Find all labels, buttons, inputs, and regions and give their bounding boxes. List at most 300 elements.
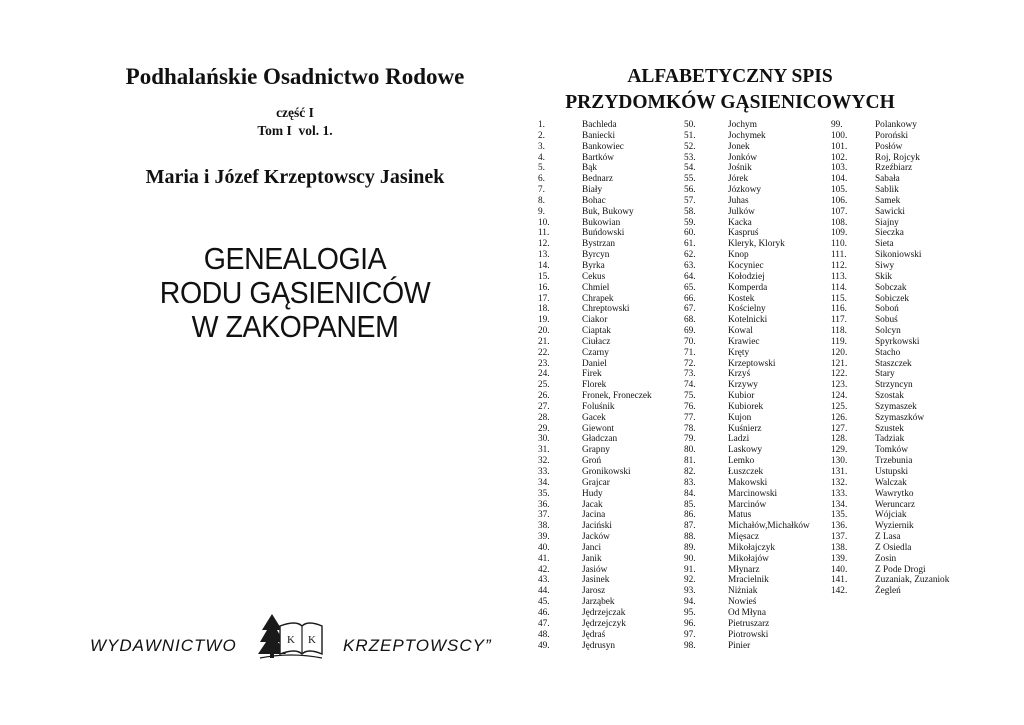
entry-number: 107. bbox=[831, 206, 848, 217]
entry-name: Poroński bbox=[875, 130, 909, 141]
entry-name: Spyrkowski bbox=[875, 336, 920, 347]
publisher-logo-icon bbox=[258, 612, 324, 662]
entry-number: 29. bbox=[538, 423, 550, 434]
entry-name: Kaspruś bbox=[728, 228, 759, 239]
entry-name: Ustupski bbox=[875, 467, 909, 477]
index-entry bbox=[684, 142, 810, 153]
index-entry bbox=[538, 630, 652, 641]
entry-name: Roj, Rojcyk bbox=[875, 152, 920, 163]
entry-number: 140. bbox=[831, 564, 848, 575]
entry-number: 18. bbox=[538, 304, 550, 315]
entry-number: 74. bbox=[684, 380, 696, 391]
entry-number: 139. bbox=[831, 553, 848, 564]
entry-name: Sabała bbox=[875, 174, 900, 185]
part-label: część I bbox=[276, 105, 314, 120]
entry-number: 71. bbox=[684, 347, 696, 358]
index-entry bbox=[684, 641, 810, 652]
entry-number: 73. bbox=[684, 369, 696, 380]
index-entry bbox=[831, 532, 949, 543]
entry-name: Knop bbox=[728, 250, 749, 261]
entry-name: Sablik bbox=[875, 185, 899, 196]
index-entry bbox=[684, 456, 810, 467]
index-entry bbox=[831, 250, 949, 261]
entry-name: Z Pode Drogi bbox=[875, 564, 926, 575]
index-entry bbox=[684, 163, 810, 174]
entry-name: Mracielnik bbox=[728, 575, 769, 586]
index-entry bbox=[831, 575, 949, 586]
entry-number: 102. bbox=[831, 152, 848, 163]
index-entry bbox=[684, 218, 810, 229]
entry-name: Czarny bbox=[582, 347, 609, 358]
index-entry bbox=[538, 434, 652, 445]
index-entry bbox=[831, 185, 949, 196]
entry-number: 104. bbox=[831, 174, 848, 185]
index-entry bbox=[538, 218, 652, 229]
entry-number: 79. bbox=[684, 434, 696, 445]
entry-number: 36. bbox=[538, 499, 550, 510]
entry-number: 87. bbox=[684, 521, 696, 532]
entry-number: 39. bbox=[538, 532, 550, 543]
entry-name: Sikoniowski bbox=[875, 250, 922, 261]
index-entry bbox=[684, 489, 810, 500]
entry-name: Grajcar bbox=[582, 477, 610, 488]
entry-name: Nowieś bbox=[728, 597, 757, 608]
entry-name: Chmiel bbox=[582, 282, 610, 293]
index-entry bbox=[831, 239, 949, 250]
index-entry bbox=[684, 500, 810, 511]
entry-name: Kuśnierz bbox=[728, 423, 762, 434]
entry-number: 81. bbox=[684, 456, 696, 467]
entry-name: Biały bbox=[582, 185, 603, 196]
index-entry bbox=[538, 315, 652, 326]
index-entry bbox=[538, 369, 652, 380]
index-entry bbox=[538, 456, 652, 467]
entry-name: Jarząbek bbox=[582, 597, 615, 608]
entry-number: 38. bbox=[538, 521, 550, 532]
index-entry bbox=[831, 369, 949, 380]
entry-name: Kotelnicki bbox=[728, 315, 768, 326]
index-entry bbox=[538, 304, 652, 315]
index-entry bbox=[684, 402, 810, 413]
volume-info bbox=[0, 104, 590, 140]
entry-number: 54. bbox=[684, 163, 696, 174]
index-entry bbox=[831, 380, 949, 391]
entry-number: 61. bbox=[684, 239, 696, 250]
entry-name: Kołodziej bbox=[728, 271, 765, 282]
entry-name: Szymaszek bbox=[875, 401, 917, 412]
entry-number: 127. bbox=[831, 423, 848, 434]
entry-name: Komperda bbox=[728, 282, 768, 293]
entry-name: Żegleń bbox=[875, 586, 901, 597]
entry-name: Weruncarz bbox=[875, 499, 916, 510]
entry-number: 56. bbox=[684, 185, 696, 196]
entry-name: Daniel bbox=[582, 358, 607, 369]
index-entry bbox=[684, 565, 810, 576]
entry-name: Wawrytko bbox=[875, 488, 914, 499]
entry-name: Bąk bbox=[582, 163, 597, 174]
entry-number: 106. bbox=[831, 195, 848, 206]
entry-number: 112. bbox=[831, 260, 847, 271]
entry-name: Soboń bbox=[875, 304, 899, 315]
entry-name: Bartków bbox=[582, 152, 615, 163]
entry-number: 109. bbox=[831, 228, 848, 239]
index-entry bbox=[831, 500, 949, 511]
entry-number: 119. bbox=[831, 336, 847, 347]
entry-number: 19. bbox=[538, 315, 550, 326]
index-entry bbox=[538, 543, 652, 554]
index-entry bbox=[538, 391, 652, 402]
entry-number: 130. bbox=[831, 456, 848, 467]
entry-name: Laskowy bbox=[728, 445, 763, 456]
index-entry bbox=[831, 478, 949, 489]
entry-name: Pietruszarz bbox=[728, 618, 770, 629]
index-entry bbox=[684, 619, 810, 630]
index-entry bbox=[538, 478, 652, 489]
entry-name: Foluśnik bbox=[582, 401, 615, 412]
series-title: Podhalańskie Osadnictwo Rodowe bbox=[125, 64, 465, 89]
entry-number: 51. bbox=[684, 130, 696, 141]
index-entry bbox=[538, 586, 652, 597]
entry-name: Kocyniec bbox=[728, 260, 764, 271]
entry-name: Od Młyna bbox=[728, 607, 766, 618]
entry-number: 3. bbox=[538, 141, 545, 152]
entry-name: Jacków bbox=[582, 532, 610, 543]
index-entry bbox=[538, 424, 652, 435]
entry-name: Janci bbox=[582, 542, 602, 553]
entry-name: Rzeźbiarz bbox=[875, 163, 913, 174]
entry-name: Zosin bbox=[875, 553, 897, 564]
entry-name: Polankowy bbox=[875, 120, 917, 130]
index-entry bbox=[538, 380, 652, 391]
entry-number: 84. bbox=[684, 488, 696, 499]
entry-number: 52. bbox=[684, 141, 696, 152]
index-entry bbox=[684, 174, 810, 185]
entry-number: 33. bbox=[538, 467, 550, 477]
entry-number: 30. bbox=[538, 434, 550, 445]
entry-number: 72. bbox=[684, 358, 696, 369]
entry-number: 35. bbox=[538, 488, 550, 499]
entry-number: 43. bbox=[538, 575, 550, 586]
entry-number: 26. bbox=[538, 391, 550, 402]
index-entry bbox=[831, 467, 949, 478]
entry-name: Z Lasa bbox=[875, 532, 901, 543]
logo-letter-right: K bbox=[308, 634, 316, 646]
index-entry bbox=[684, 185, 810, 196]
index-entry bbox=[831, 348, 949, 359]
entry-number: 47. bbox=[538, 618, 550, 629]
entry-number: 77. bbox=[684, 412, 696, 423]
entry-number: 53. bbox=[684, 152, 696, 163]
index-entry bbox=[538, 500, 652, 511]
entry-name: Hudy bbox=[582, 488, 603, 499]
entry-name: Skik bbox=[875, 271, 893, 282]
entry-number: 22. bbox=[538, 347, 550, 358]
index-entry bbox=[538, 575, 652, 586]
index-column-1 bbox=[538, 120, 652, 651]
entry-name: Niżniak bbox=[728, 586, 758, 597]
entry-name: Krzeptowski bbox=[728, 358, 776, 369]
index-entry bbox=[684, 131, 810, 142]
index-entry bbox=[684, 337, 810, 348]
entry-name: Szymaszków bbox=[875, 412, 925, 423]
main-title-line-1: GENEALOGIA bbox=[203, 241, 387, 276]
index-entry bbox=[538, 619, 652, 630]
entry-name: Strzyncyn bbox=[875, 380, 913, 391]
entry-number: 27. bbox=[538, 401, 550, 412]
index-entry bbox=[684, 380, 810, 391]
index-entry bbox=[684, 510, 810, 521]
entry-name: Grapny bbox=[582, 445, 610, 456]
entry-name: Ladzi bbox=[728, 434, 750, 445]
entry-number: 46. bbox=[538, 607, 550, 618]
entry-name: Chrapek bbox=[582, 293, 614, 304]
index-entry bbox=[831, 521, 949, 532]
index-entry bbox=[831, 554, 949, 565]
entry-name: Byrka bbox=[582, 260, 605, 271]
index-entry bbox=[538, 467, 652, 478]
publisher-right: KRZEPTOWSCY” bbox=[343, 636, 492, 655]
entry-name: Florek bbox=[582, 380, 607, 391]
index-entry bbox=[684, 120, 810, 131]
entry-name: Chreptowski bbox=[582, 304, 630, 315]
index-entry bbox=[831, 326, 949, 337]
entry-number: 118. bbox=[831, 326, 847, 337]
index-entry bbox=[831, 359, 949, 370]
entry-name: Trzebunia bbox=[875, 456, 913, 467]
index-entry bbox=[831, 586, 949, 597]
entry-number: 24. bbox=[538, 369, 550, 380]
entry-number: 133. bbox=[831, 488, 848, 499]
entry-name: Łuszczek bbox=[728, 467, 764, 477]
entry-name: Jórek bbox=[728, 174, 749, 185]
entry-name: Janik bbox=[582, 553, 602, 564]
index-entry bbox=[831, 315, 949, 326]
entry-number: 58. bbox=[684, 206, 696, 217]
entry-number: 32. bbox=[538, 456, 550, 467]
entry-name: Staszczek bbox=[875, 358, 912, 369]
entry-name: Ciakor bbox=[582, 315, 608, 326]
index-entry bbox=[538, 554, 652, 565]
entry-name: Matus bbox=[728, 510, 752, 521]
entry-number: 111. bbox=[831, 250, 847, 261]
entry-number: 136. bbox=[831, 521, 848, 532]
index-entry bbox=[831, 304, 949, 315]
entry-name: Kujon bbox=[728, 412, 752, 423]
entry-name: Bukowian bbox=[582, 217, 621, 228]
index-entry bbox=[538, 565, 652, 576]
index-entry bbox=[538, 207, 652, 218]
entry-number: 93. bbox=[684, 586, 696, 597]
entry-name: Jędrzejczak bbox=[582, 607, 626, 618]
index-entry bbox=[831, 207, 949, 218]
entry-number: 25. bbox=[538, 380, 550, 391]
main-title-line-2: RODU GĄSIENICÓW bbox=[159, 275, 431, 310]
index-entry bbox=[684, 608, 810, 619]
entry-number: 82. bbox=[684, 467, 696, 477]
entry-number: 116. bbox=[831, 304, 847, 315]
entry-name: Jacak bbox=[582, 499, 603, 510]
index-entry bbox=[538, 402, 652, 413]
entry-name: Sieczka bbox=[875, 228, 904, 239]
entry-name: Michałów,Michałków bbox=[728, 521, 810, 532]
index-entry bbox=[831, 142, 949, 153]
entry-number: 70. bbox=[684, 336, 696, 347]
entry-number: 63. bbox=[684, 260, 696, 271]
entry-number: 99. bbox=[831, 120, 843, 130]
index-entry bbox=[684, 630, 810, 641]
index-entry bbox=[684, 261, 810, 272]
entry-name: Bachleda bbox=[582, 120, 617, 130]
entry-number: 121. bbox=[831, 358, 848, 369]
entry-name: Siajny bbox=[875, 217, 899, 228]
index-entry bbox=[538, 359, 652, 370]
index-entry bbox=[538, 120, 652, 131]
index-entry bbox=[538, 142, 652, 153]
entry-name: Firek bbox=[582, 369, 602, 380]
entry-name: Jędrusyn bbox=[582, 640, 616, 651]
entry-number: 62. bbox=[684, 250, 696, 261]
entry-number: 65. bbox=[684, 282, 696, 293]
entry-name: Jośnik bbox=[728, 163, 752, 174]
entry-number: 6. bbox=[538, 174, 545, 185]
entry-number: 45. bbox=[538, 597, 550, 608]
entry-number: 67. bbox=[684, 304, 696, 315]
index-entry bbox=[684, 304, 810, 315]
entry-number: 142. bbox=[831, 586, 848, 597]
entry-number: 23. bbox=[538, 358, 550, 369]
index-entry bbox=[831, 434, 949, 445]
index-entry bbox=[538, 532, 652, 543]
index-entry bbox=[831, 228, 949, 239]
index-entry bbox=[538, 294, 652, 305]
volume-label: Tom I vol. 1. bbox=[257, 123, 333, 138]
entry-name: Zuzaniak, Zuzaniok bbox=[875, 575, 950, 586]
entry-name: Tadziak bbox=[875, 434, 905, 445]
entry-name: Walczak bbox=[875, 477, 907, 488]
index-entry bbox=[538, 174, 652, 185]
entry-name: Jonek bbox=[728, 141, 750, 152]
entry-number: 101. bbox=[831, 141, 848, 152]
entry-name: Jędrzejczyk bbox=[582, 618, 626, 629]
index-entry bbox=[538, 641, 652, 652]
index-entry bbox=[538, 250, 652, 261]
entry-name: Stary bbox=[875, 369, 895, 380]
entry-name: Jacina bbox=[582, 510, 606, 521]
entry-name: Gładczan bbox=[582, 434, 618, 445]
entry-name: Wyziernik bbox=[875, 521, 914, 532]
entry-number: 15. bbox=[538, 271, 550, 282]
index-entry bbox=[831, 272, 949, 283]
entry-name: Z Osiedla bbox=[875, 542, 912, 553]
entry-number: 59. bbox=[684, 217, 696, 228]
index-entry bbox=[538, 185, 652, 196]
index-entry bbox=[538, 521, 652, 532]
index-entry bbox=[831, 261, 949, 272]
entry-name: Makowski bbox=[728, 477, 768, 488]
index-entry bbox=[684, 478, 810, 489]
entry-name: Wójciak bbox=[875, 510, 907, 521]
index-entry bbox=[684, 554, 810, 565]
entry-name: Solcyn bbox=[875, 326, 901, 337]
entry-number: 134. bbox=[831, 499, 848, 510]
entry-number: 97. bbox=[684, 629, 696, 640]
entry-name: Juhas bbox=[728, 195, 749, 206]
logo-letter-left: K bbox=[287, 634, 295, 646]
entry-number: 91. bbox=[684, 564, 696, 575]
entry-name: Krzyś bbox=[728, 369, 751, 380]
index-entry bbox=[831, 283, 949, 294]
entry-number: 110. bbox=[831, 239, 847, 250]
entry-name: Piotrowski bbox=[728, 629, 769, 640]
index-entry bbox=[831, 218, 949, 229]
entry-number: 100. bbox=[831, 130, 848, 141]
index-entry bbox=[831, 456, 949, 467]
entry-number: 14. bbox=[538, 260, 550, 271]
entry-name: Giewont bbox=[582, 423, 615, 434]
index-entry bbox=[684, 359, 810, 370]
entry-name: Marcinowski bbox=[728, 488, 778, 499]
entry-name: Siwy bbox=[875, 260, 895, 271]
entry-number: 31. bbox=[538, 445, 550, 456]
entry-number: 128. bbox=[831, 434, 848, 445]
index-entry bbox=[538, 283, 652, 294]
entry-number: 95. bbox=[684, 607, 696, 618]
index-entry bbox=[684, 228, 810, 239]
entry-number: 2. bbox=[538, 130, 545, 141]
entry-name: Kościelny bbox=[728, 304, 766, 315]
index-entry bbox=[684, 207, 810, 218]
entry-name: Jonków bbox=[728, 152, 757, 163]
entry-name: Lemko bbox=[728, 456, 755, 467]
entry-name: Gacek bbox=[582, 412, 606, 423]
index-entry bbox=[831, 391, 949, 402]
entry-name: Julków bbox=[728, 206, 755, 217]
entry-number: 20. bbox=[538, 326, 550, 337]
index-entry bbox=[538, 261, 652, 272]
entry-number: 41. bbox=[538, 553, 550, 564]
entry-number: 135. bbox=[831, 510, 848, 521]
entry-name: Kręty bbox=[728, 347, 750, 358]
index-entry bbox=[831, 413, 949, 424]
entry-name: Młynarz bbox=[728, 564, 760, 575]
index-entry bbox=[684, 294, 810, 305]
entry-number: 69. bbox=[684, 326, 696, 337]
entry-name: Posłów bbox=[875, 141, 903, 152]
entry-number: 132. bbox=[831, 477, 848, 488]
entry-name: Bystrzan bbox=[582, 239, 616, 250]
index-entry bbox=[684, 597, 810, 608]
index-entry bbox=[538, 445, 652, 456]
entry-name: Sawicki bbox=[875, 206, 905, 217]
index-entry bbox=[538, 228, 652, 239]
entry-name: Byrcyn bbox=[582, 250, 610, 261]
entry-name: Pinier bbox=[728, 640, 751, 651]
entry-number: 4. bbox=[538, 152, 545, 163]
entry-number: 16. bbox=[538, 282, 550, 293]
entry-number: 98. bbox=[684, 640, 696, 651]
index-entry bbox=[831, 120, 949, 131]
entry-name: Baniecki bbox=[582, 130, 616, 141]
index-entry bbox=[684, 283, 810, 294]
entry-name: Jaciński bbox=[582, 521, 612, 532]
entry-name: Jasiów bbox=[582, 564, 608, 575]
index-entry bbox=[538, 272, 652, 283]
entry-number: 57. bbox=[684, 195, 696, 206]
index-entry bbox=[831, 424, 949, 435]
index-entry bbox=[831, 294, 949, 305]
entry-number: 103. bbox=[831, 163, 848, 174]
index-entry bbox=[684, 391, 810, 402]
